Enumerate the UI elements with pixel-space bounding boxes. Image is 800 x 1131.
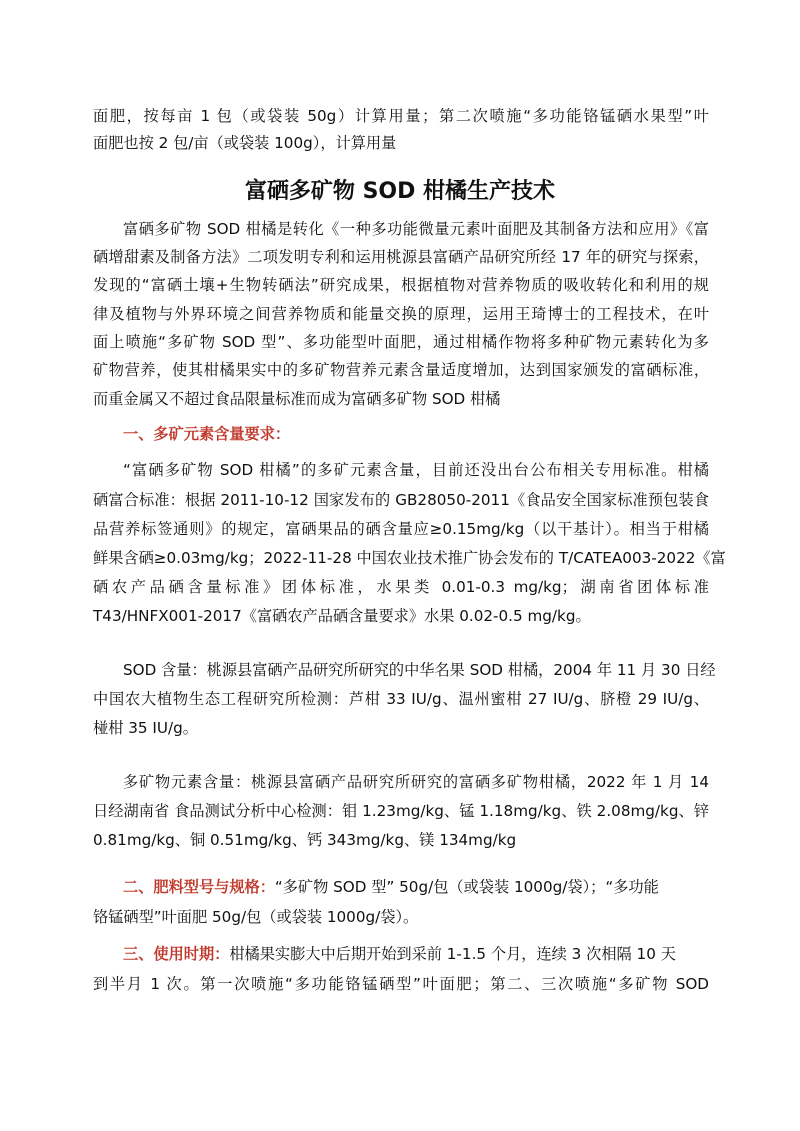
- body-line: 鲜果含硒≥0.03mg/kg；2022-11-28 中国农业技术推广协会发布的 T/CATEA003-2022《富: [93, 549, 726, 567]
- body-line: SOD 含量：桃源县富硒产品研究所研究的中华名果 SOD 柑橘，2004 年 11 月 30 日经: [123, 661, 716, 679]
- body-line: 而重金属又不超过食品限量标准而成为富硒多矿物 SOD 柑橘: [93, 390, 501, 408]
- section-heading: 二、肥料型号与规格：: [123, 878, 275, 896]
- body-text: “多矿物 SOD 型” 50g/包（或袋装 1000g/袋）；“多功能: [274, 878, 659, 896]
- body-line: 面肥，按每亩 1 包（或袋装 50g）计算用量；第二次喷施“多功能铬锰硒水果型”叶: [93, 107, 709, 125]
- body-line: “富硒多矿物 SOD 柑橘”的多矿元素含量，目前还没出台公布相关专用标准。柑橘: [123, 461, 709, 479]
- section-line: [123, 943, 709, 965]
- body-line: 铬锰硒型”叶面肥 50g/包（或袋装 1000g/袋）。: [93, 908, 419, 926]
- body-line: 硒农产品硒含量标准》团体标准，水果类 0.01-0.3 mg/kg；湖南省团体标准: [93, 578, 709, 596]
- body-line: 到半月 1 次。第一次喷施“多功能铬锰硒型”叶面肥；第二、三次喷施“多矿物 SOD: [93, 975, 709, 993]
- body-line: 面上喷施“多矿物 SOD 型”、多功能型叶面肥，通过柑橘作物将多种矿物元素转化为多: [93, 333, 709, 351]
- body-line: 律及植物与外界环境之间营养物质和能量交换的原理，运用王琦博士的工程技术，在叶: [93, 305, 709, 323]
- body-line: 发现的“富硒土壤+生物转硒法”研究成果，根据植物对营养物质的吸收转化和利用的规: [93, 276, 709, 294]
- body-line: 硒富合标准：根据 2011-10-12 国家发布的 GB28050-2011《食品安全国家标准预包装食: [93, 491, 709, 509]
- page-title: 富硒多矿物 SOD 柑橘生产技术: [244, 179, 556, 204]
- section-heading: 一、多矿元素含量要求：: [123, 425, 291, 443]
- body-line: 日经湖南省 食品测试分析中心检测：钼 1.23mg/kg、锰 1.18mg/kg、铁 2.08mg/kg、锌: [93, 802, 709, 820]
- body-line: 硒增甜素及制备方法》二项发明专利和运用桃源县富硒产品研究所经 17 年的研究与探索，: [93, 248, 709, 266]
- body-line: T43/HNFX001-2017《富硒农产品硒含量要求》水果 0.02-0.5 mg/kg。: [93, 607, 591, 625]
- body-line: 面肥也按 2 包/亩（或袋装 100g），计算用量: [93, 134, 397, 152]
- body-line: 中国农大植物生态工程研究所检测：芦柑 33 IU/g、温州蜜柑 27 IU/g、脐橙 29 IU/g、: [93, 690, 709, 708]
- body-line: 富硒多矿物 SOD 柑橘是转化《一种多功能微量元素叶面肥及其制备方法和应用》《富: [123, 220, 709, 238]
- body-line: 多矿物元素含量：桃源县富硒产品研究所研究的富硒多矿物柑橘，2022 年 1 月 14: [123, 773, 709, 791]
- body-line: 品营养标签通则》的规定，富硒果品的硒含量应≥0.15mg/kg（以干基计）。相当于柑橘: [93, 520, 709, 538]
- section-line: [123, 876, 709, 898]
- section-heading: 三、使用时期：: [123, 945, 230, 963]
- body-text: 柑橘果实膨大中后期开始到采前 1-1.5 个月，连续 3 次相隔 10 天: [229, 945, 676, 963]
- body-line: 椪柑 35 IU/g。: [93, 719, 198, 737]
- body-line: 0.81mg/kg、铜 0.51mg/kg、钙 343mg/kg、镁 134mg/kg: [93, 831, 517, 849]
- body-line: 矿物营养，使其柑橘果实中的多矿物营养元素含量适度增加，达到国家颁发的富硒标准，: [93, 361, 709, 379]
